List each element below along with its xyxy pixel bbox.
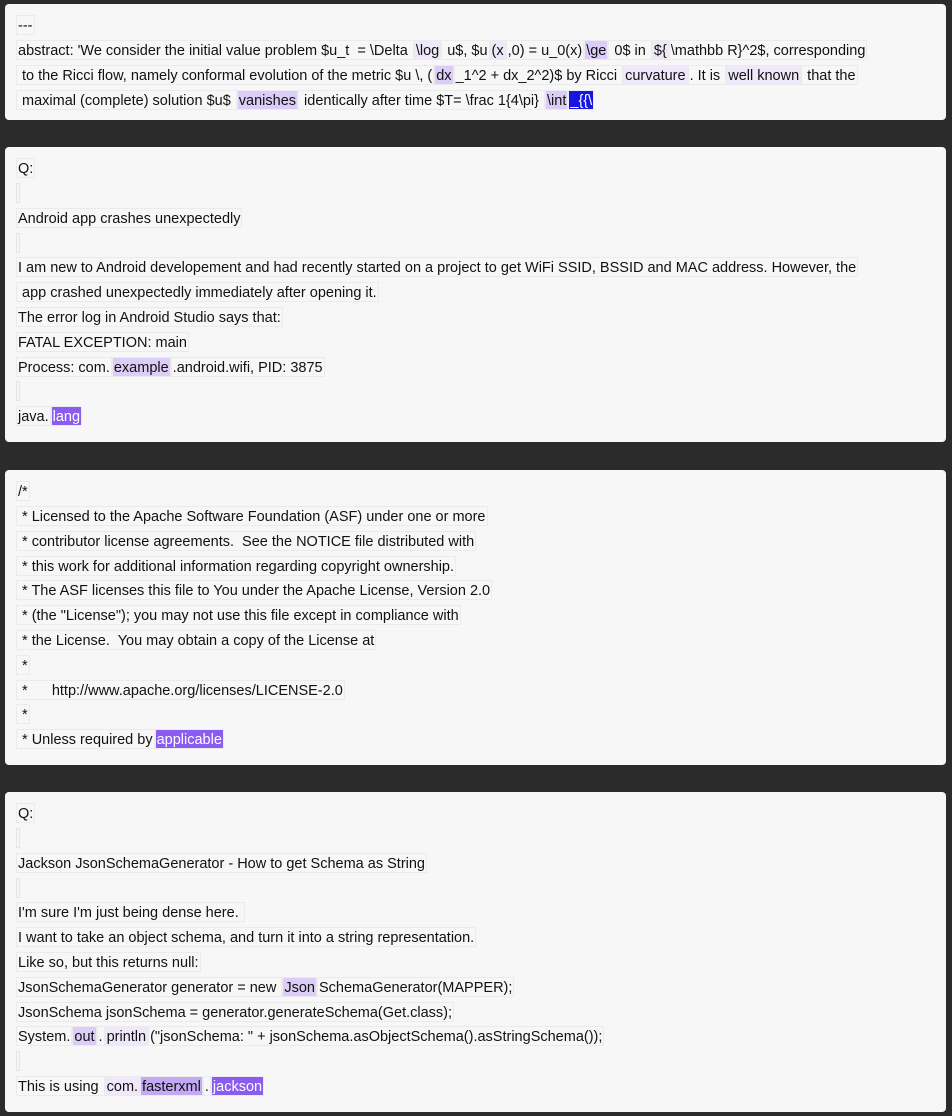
text-line — [16, 653, 935, 678]
highlighted-token: vanishes — [237, 90, 298, 110]
token: . — [203, 1076, 211, 1096]
text-line — [16, 727, 935, 752]
token: * contributor license agreements. See the NOTICE file distributed with — [16, 531, 476, 551]
token: * Licensed to the Apache Software Foundation (ASF) under one or more — [16, 506, 488, 526]
token: * http://www.apache.org/licenses/LICENSE-2.0 — [16, 680, 345, 700]
highlighted-token: \log — [414, 40, 441, 60]
text-line — [16, 677, 935, 702]
card-apache-license — [5, 470, 946, 765]
token: identically after time $T= \frac 1{4\pi} — [298, 90, 545, 110]
text-line — [16, 1074, 935, 1099]
token: SchemaGenerator(MAPPER); — [317, 977, 514, 997]
highlighted-token: example — [112, 357, 171, 377]
highlighted-token: curvature — [623, 65, 687, 85]
token: that the — [801, 65, 857, 85]
text-line — [16, 1024, 935, 1049]
token: * The ASF licenses this file to You under the Apache License, Version 2.0 — [16, 580, 492, 600]
text-line — [16, 702, 935, 727]
card-abstract — [5, 4, 946, 120]
highlighted-token: Json — [282, 977, 317, 997]
text-line — [16, 255, 935, 280]
token: * — [16, 704, 30, 724]
highlighted-token: println — [105, 1026, 149, 1046]
token: . It is — [688, 65, 727, 85]
text-line — [16, 950, 935, 975]
text-line — [16, 529, 935, 554]
token: * Unless required by — [16, 729, 155, 749]
empty-token — [16, 828, 20, 848]
highlighted-token: well known — [726, 65, 801, 85]
text-line — [16, 404, 935, 429]
highlighted-token: fasterxml — [140, 1076, 203, 1096]
token: Q: — [16, 158, 35, 178]
text-line — [16, 628, 935, 653]
token: I am new to Android developement and had recently started on a project to get WiFi SSID, BSSID and MAC address. However, the — [16, 257, 858, 277]
token: maximal (complete) solution $u$ — [16, 90, 237, 110]
text-line — [16, 975, 935, 1000]
text-line — [16, 87, 935, 112]
token: FATAL EXCEPTION: main — [16, 332, 189, 352]
text-line — [16, 553, 935, 578]
token: I want to take an object schema, and turn it into a string representation. — [16, 927, 476, 947]
token: java. — [16, 406, 51, 426]
text-line — [16, 354, 935, 379]
empty-token — [16, 183, 20, 203]
text-line — [16, 1049, 935, 1074]
token: * — [16, 655, 30, 675]
text-line — [16, 206, 935, 231]
text-line — [16, 379, 935, 404]
text-line — [16, 479, 935, 504]
token: I'm sure I'm just being dense here. — [16, 902, 245, 922]
card-jackson-question — [5, 792, 946, 1112]
token: ,0) = u_0(x) — [506, 40, 585, 60]
token: 0$ in — [608, 40, 652, 60]
highlighted-token: out — [72, 1026, 96, 1046]
text-line — [16, 504, 935, 529]
text-line — [16, 230, 935, 255]
highlighted-token: \int — [545, 90, 568, 110]
text-line — [16, 851, 935, 876]
token: * the License. You may obtain a copy of the License at — [16, 630, 376, 650]
token: Q: — [16, 803, 35, 823]
text-line — [16, 330, 935, 355]
token: * (the "License"); you may not use this file except in compliance with — [16, 605, 461, 625]
text-line — [16, 900, 935, 925]
text-line — [16, 875, 935, 900]
empty-token — [16, 233, 20, 253]
token: to the Ricci flow, namely conformal evolution of the metric $u \, ( — [16, 65, 434, 85]
text-line — [16, 156, 935, 181]
token: Jackson JsonSchemaGenerator - How to get Schema as String — [16, 853, 427, 873]
text-line — [16, 925, 935, 950]
token: * this work for additional information regarding copyright ownership. — [16, 556, 456, 576]
token: ("jsonSchema: " + jsonSchema.asObjectSchema().asStringSchema()); — [148, 1026, 604, 1046]
text-line — [16, 603, 935, 628]
text-line — [16, 801, 935, 826]
token: abstract: 'We consider the initial value problem $u_t = \Delta — [16, 40, 414, 60]
token: This is using — [16, 1076, 105, 1096]
token: Like so, but this returns null: — [16, 952, 201, 972]
token: Process: com. — [16, 357, 112, 377]
highlighted-token: applicable — [155, 729, 224, 749]
text-line — [16, 999, 935, 1024]
token: _1^2 + dx_2^2)$ by Ricci — [454, 65, 624, 85]
empty-token — [16, 878, 20, 898]
text-line — [16, 826, 935, 851]
highlighted-token: ${ — [652, 40, 669, 60]
empty-token — [16, 381, 20, 401]
text-line — [16, 38, 935, 63]
highlighted-token: lang — [51, 406, 82, 426]
text-line — [16, 280, 935, 305]
highlighted-token: jackson — [211, 1076, 264, 1096]
token: --- — [16, 15, 35, 35]
card-android-question — [5, 147, 946, 442]
token: .android.wifi, PID: 3875 — [171, 357, 325, 377]
text-line — [16, 63, 935, 88]
token: The error log in Android Studio says that: — [16, 307, 283, 327]
token: /* — [16, 481, 30, 501]
text-line — [16, 181, 935, 206]
highlighted-token: _{{\ — [568, 90, 594, 110]
highlighted-token: (x — [490, 40, 506, 60]
highlighted-token: dx — [434, 65, 453, 85]
token: JsonSchemaGenerator generator = new — [16, 977, 282, 997]
text-line — [16, 13, 935, 38]
highlighted-token: com. — [105, 1076, 140, 1096]
token: System. — [16, 1026, 72, 1046]
token: JsonSchema jsonSchema = generator.generateSchema(Get.class); — [16, 1002, 454, 1022]
text-line — [16, 305, 935, 330]
empty-token — [16, 1051, 20, 1071]
token: app crashed unexpectedly immediately after opening it. — [16, 282, 379, 302]
text-line — [16, 578, 935, 603]
token: u$, $u — [441, 40, 489, 60]
token: Android app crashes unexpectedly — [16, 208, 242, 228]
token: \mathbb R}^2$, corresponding — [669, 40, 868, 60]
highlighted-token: \ge — [584, 40, 608, 60]
token: . — [97, 1026, 105, 1046]
